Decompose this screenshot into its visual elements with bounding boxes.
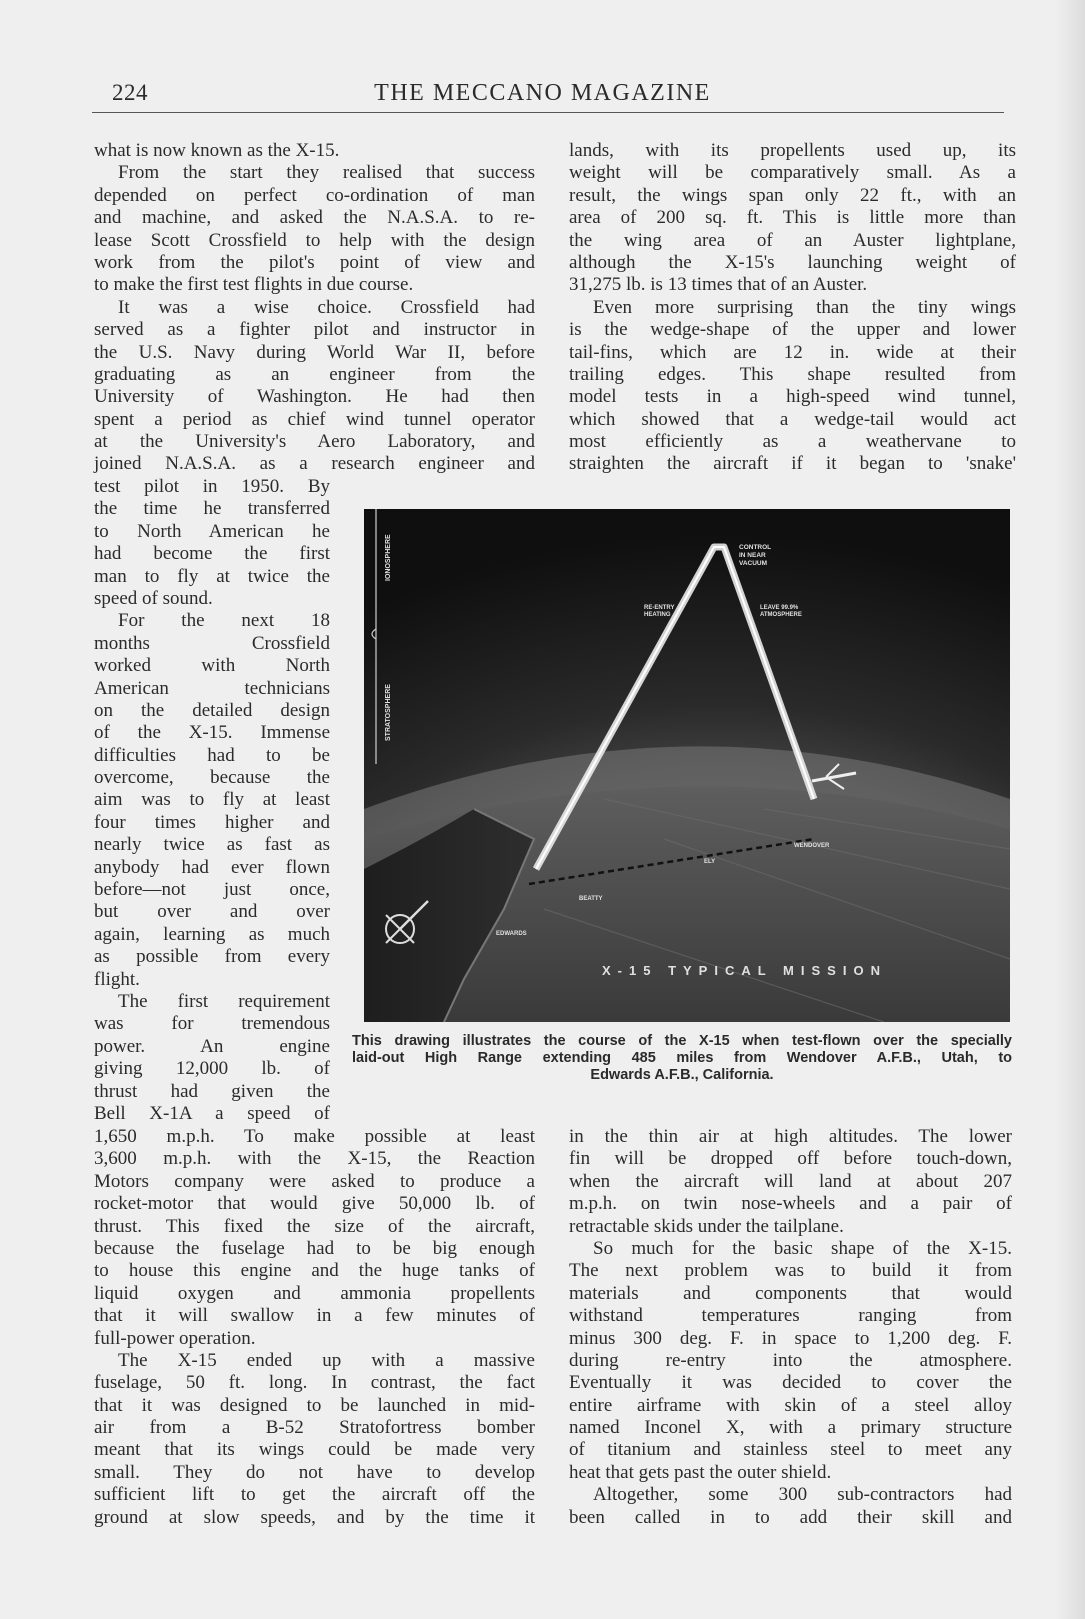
text-line: m.p.h. on twin nose-wheels and a pair of: [569, 1193, 1012, 1215]
mission-title: X-15 TYPICAL MISSION: [602, 963, 887, 978]
text-line: withstand temperatures ranging from: [569, 1305, 1012, 1327]
text-line: fin will be dropped off before touch-down,: [569, 1148, 1012, 1170]
text-line: tail-fins, which are 12 in. wide at their: [569, 341, 1016, 363]
text-line: aim was to fly at least: [94, 789, 330, 811]
text-line: again, learning as much: [94, 923, 330, 945]
text-line: on the detailed design: [94, 699, 330, 721]
text-line: speed of sound.: [94, 587, 213, 609]
column-right-top: [569, 140, 1016, 476]
text-line: was for tremendous: [94, 1013, 330, 1035]
text-line: The next problem was to build it from: [569, 1260, 1012, 1282]
text-line: Even more surprising than the tiny wings: [593, 296, 1016, 318]
label-leave-atmosphere: ATMOSPHERE: [760, 612, 802, 618]
text-line: full-power operation.: [94, 1327, 256, 1349]
text-line: model tests in a high-speed wind tunnel,: [569, 386, 1016, 408]
column-left-narrow: [94, 476, 330, 1125]
caption-line: This drawing illustrates the course of the X-15 when test-flown over the specially: [352, 1033, 1012, 1049]
text-line: retractable skids under the tailplane.: [569, 1215, 844, 1237]
text-line: Altogether, some 300 sub-contractors had: [593, 1484, 1012, 1506]
text-line: For the next 18: [118, 610, 330, 632]
text-line: thrust. This fixed the size of the aircraft,: [94, 1215, 535, 1237]
figure-caption: [352, 1033, 1012, 1084]
text-line: Eventually it was decided to cover the: [569, 1372, 1012, 1394]
text-line: during re-entry into the atmosphere.: [569, 1349, 1012, 1371]
header-rule: [92, 112, 1004, 113]
text-line: lands, with its propellents used up, its: [569, 140, 1016, 161]
text-line: weight will be comparatively small. As a: [569, 162, 1016, 184]
text-line: liquid oxygen and ammonia propellents: [94, 1282, 535, 1304]
text-line: sufficient lift to get the aircraft off the: [94, 1484, 535, 1506]
text-line: nearly twice as fast as: [94, 834, 330, 856]
caption-line: Edwards A.F.B., California.: [590, 1067, 774, 1083]
text-line: that it will swallow in a few minutes of: [94, 1305, 535, 1327]
text-line: The X-15 ended up with a massive: [118, 1349, 535, 1371]
label-reentry-heating: HEATING: [644, 612, 671, 618]
text-line: that it was designed to be launched in mid-: [94, 1394, 535, 1416]
text-line: 3,600 m.p.h. with the X-15, the Reaction: [94, 1148, 535, 1170]
text-line: months Crossfield: [94, 632, 330, 654]
label-in-near: IN NEAR: [739, 552, 766, 559]
text-line: area of 200 sq. ft. This is little more than: [569, 207, 1016, 229]
text-line: joined N.A.S.A. as a research engineer and: [94, 453, 535, 475]
text-line: what is now known as the X-15.: [94, 140, 340, 161]
text-line: So much for the basic shape of the X-15.: [593, 1237, 1012, 1259]
text-line: 31,275 lb. is 13 times that of an Auster.: [569, 274, 868, 296]
text-line: is the wedge-shape of the upper and lower: [569, 319, 1016, 341]
text-line: The first requirement: [118, 990, 330, 1012]
label-leave: LEAVE 99.9%: [760, 605, 799, 611]
text-line: served as a fighter pilot and instructor in: [94, 319, 535, 341]
text-line: heat that gets past the outer shield.: [569, 1461, 832, 1483]
label-ely: ELY: [704, 859, 716, 865]
text-line: worked with North: [94, 655, 330, 677]
text-line: small. They do not have to develop: [94, 1461, 535, 1483]
text-line: result, the wings span only 22 ft., with an: [569, 184, 1016, 206]
magazine-title: THE MECCANO MAGAZINE: [374, 80, 711, 106]
text-line: University of Washington. He had then: [94, 386, 535, 408]
text-line: air from a B-52 Stratofortress bomber: [94, 1417, 535, 1439]
text-line: anybody had ever flown: [94, 856, 330, 878]
label-wendover: WENDOVER: [794, 843, 830, 849]
text-line: power. An engine: [94, 1035, 330, 1057]
text-line: named Inconel X, with a primary structure: [569, 1417, 1012, 1439]
figure: [364, 509, 1010, 1022]
text-line: at the University's Aero Laboratory, and: [94, 431, 535, 453]
text-line: materials and components that would: [569, 1282, 1012, 1304]
text-line: ground at slow speeds, and by the time it: [94, 1506, 535, 1528]
page-number: 224: [112, 80, 148, 105]
text-line: although the X-15's launching weight of: [569, 251, 1016, 273]
label-ionosphere: IONOSPHERE: [385, 534, 392, 581]
text-line: fuselage, 50 ft. long. In contrast, the fact: [94, 1372, 535, 1394]
text-line: Bell X-1A a speed of: [94, 1102, 330, 1124]
text-line: depended on perfect co-ordination of man: [94, 184, 535, 206]
text-line: 1,650 m.p.h. To make possible at least: [94, 1126, 535, 1147]
label-vacuum: VACUUM: [739, 560, 768, 567]
text-line: man to fly at twice the: [94, 565, 330, 587]
text-line: of titanium and stainless steel to meet any: [569, 1439, 1012, 1461]
text-line: to North American he: [94, 520, 330, 542]
text-line: meant that its wings could be made very: [94, 1439, 535, 1461]
text-line: four times higher and: [94, 811, 330, 833]
text-line: overcome, because the: [94, 767, 330, 789]
text-line: difficulties had to be: [94, 744, 330, 766]
text-line: American technicians: [94, 677, 330, 699]
text-line: the time he transferred: [94, 498, 330, 520]
label-edwards: EDWARDS: [496, 931, 527, 937]
text-line: giving 12,000 lb. of: [94, 1058, 330, 1080]
caption-line: laid-out High Range extending 485 miles from Wendover A.F.B., Utah, to: [352, 1050, 1012, 1066]
text-line: Motors company were asked to produce a: [94, 1170, 535, 1192]
page-edge-shadow: [1055, 0, 1085, 1619]
text-line: From the start they realised that success: [118, 162, 535, 184]
text-line: when the aircraft will land at about 207: [569, 1170, 1012, 1192]
text-line: in the thin air at high altitudes. The lower: [569, 1126, 1012, 1147]
text-line: the wing area of an Auster lightplane,: [569, 229, 1016, 251]
label-beatty: BEATTY: [579, 896, 603, 902]
column-left-bottom: [94, 1126, 535, 1529]
label-control: CONTROL: [739, 544, 772, 551]
text-line: to make the first test flights in due course.: [94, 274, 414, 296]
text-line: straighten the aircraft if it began to 'snake': [569, 453, 1016, 475]
text-line: flight.: [94, 968, 140, 990]
text-line: lease Scott Crossfield to help with the design: [94, 229, 535, 251]
text-line: as possible from every: [94, 946, 330, 968]
text-line: been called in to add their skill and: [569, 1506, 1012, 1528]
text-line: had become the first: [94, 543, 330, 565]
column-right-bottom: [569, 1126, 1012, 1529]
column-left-top: [94, 140, 535, 476]
text-line: and machine, and asked the N.A.S.A. to re-: [94, 207, 535, 229]
text-line: most efficiently as a weathervane to: [569, 431, 1016, 453]
text-line: work from the pilot's point of view and: [94, 251, 535, 273]
text-line: because the fuselage had to be big enough: [94, 1237, 535, 1259]
text-line: which showed that a wedge-tail would act: [569, 408, 1016, 430]
text-line: entire airframe with skin of a steel alloy: [569, 1394, 1012, 1416]
text-line: graduating as an engineer from the: [94, 363, 535, 385]
label-stratosphere: STRATOSPHERE: [385, 684, 392, 741]
text-line: It was a wise choice. Crossfield had: [118, 296, 535, 318]
text-line: minus 300 deg. F. in space to 1,200 deg. F.: [569, 1327, 1012, 1349]
text-line: of the X-15. Immense: [94, 722, 330, 744]
text-line: test pilot in 1950. By: [94, 476, 330, 497]
label-reentry: RE-ENTRY: [644, 605, 675, 611]
text-line: the U.S. Navy during World War II, before: [94, 341, 535, 363]
text-line: thrust had given the: [94, 1080, 330, 1102]
text-line: trailing edges. This shape resulted from: [569, 363, 1016, 385]
text-line: but over and over: [94, 901, 330, 923]
text-line: before—not just once,: [94, 879, 330, 901]
text-line: to house this engine and the huge tanks of: [94, 1260, 535, 1282]
text-line: rocket-motor that would give 50,000 lb. of: [94, 1193, 535, 1215]
text-line: spent a period as chief wind tunnel operator: [94, 408, 535, 430]
